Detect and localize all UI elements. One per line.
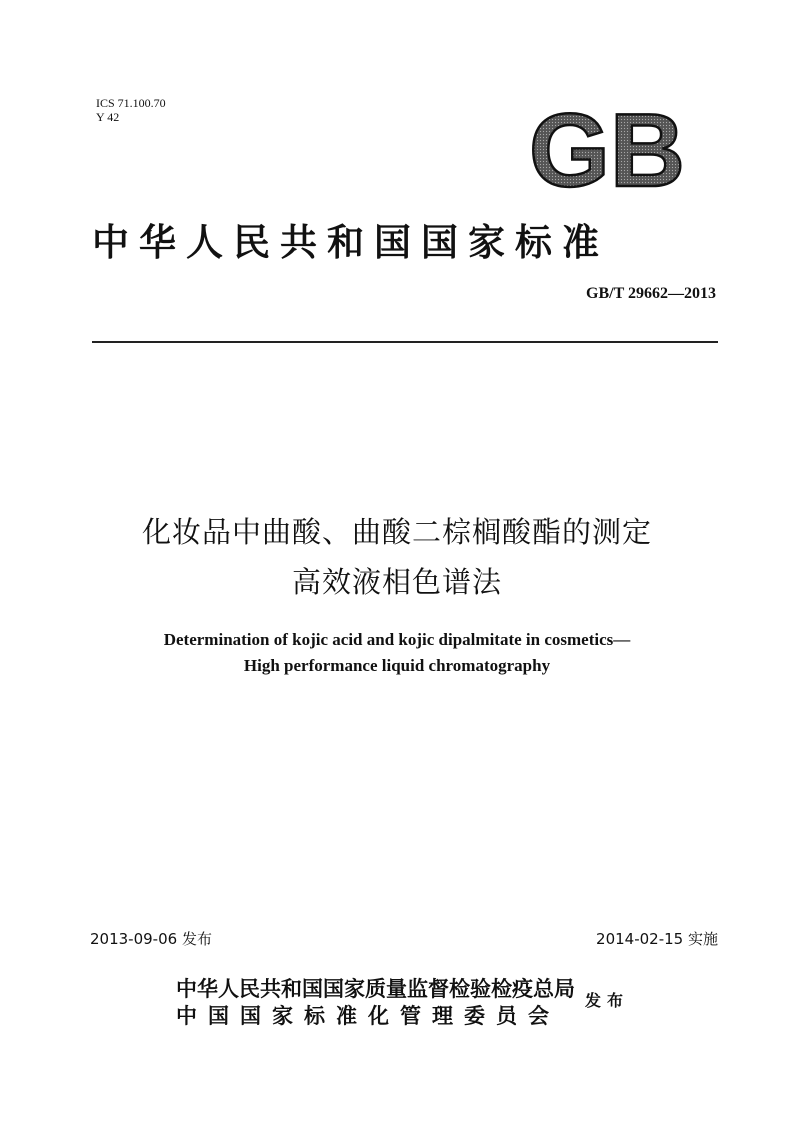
issuing-org-2: 中国国家标准化管理委员会 — [176, 1003, 560, 1028]
standard-number: GB/T 29662—2013 — [586, 285, 716, 302]
chinese-title-line2: 高效液相色谱法 — [291, 565, 502, 599]
effective-date: 2014-02-15 实施 — [596, 930, 718, 948]
ccs-code: Y 42 — [96, 110, 120, 124]
ics-code: ICS 71.100.70 — [96, 96, 166, 110]
issue-date: 2013-09-06 发布 — [90, 930, 212, 948]
gb-logo-text: GB — [529, 106, 685, 194]
issuing-org-1: 中华人民共和国国家质量监督检验检疫总局 — [176, 976, 575, 1001]
issue-action: 发布 — [585, 991, 630, 1010]
header-divider — [92, 341, 718, 343]
classification-codes — [96, 96, 166, 124]
gb-logo — [524, 106, 690, 194]
chinese-title-line1: 化妆品中曲酸、曲酸二棕榈酸酯的测定 — [141, 515, 652, 549]
standard-title: 中华人民共和国国家标准 — [92, 220, 609, 264]
english-title-line2: High performance liquid chromatography — [243, 656, 551, 675]
english-title-line1: Determination of kojic acid and kojic dipalmitate in cosmetics— — [163, 630, 631, 649]
